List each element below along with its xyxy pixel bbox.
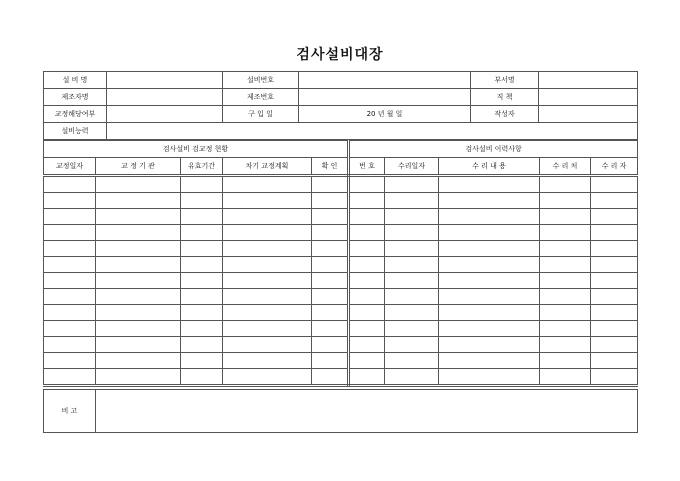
record-cell[interactable] bbox=[312, 257, 349, 273]
column-header: 수 리 처 bbox=[540, 158, 591, 176]
record-cell[interactable] bbox=[96, 176, 181, 193]
record-cell[interactable] bbox=[96, 257, 181, 273]
record-cell[interactable] bbox=[349, 241, 385, 257]
record-cell[interactable] bbox=[540, 209, 591, 225]
record-cell[interactable] bbox=[591, 176, 638, 193]
purchase-date-label: 구 입 일 bbox=[223, 106, 299, 123]
calibration-history-table bbox=[43, 140, 638, 387]
record-row bbox=[44, 273, 638, 289]
record-cell[interactable] bbox=[349, 193, 385, 209]
record-cell[interactable] bbox=[223, 289, 312, 305]
record-cell[interactable] bbox=[312, 273, 349, 289]
record-cell[interactable] bbox=[96, 273, 181, 289]
record-cell[interactable] bbox=[181, 305, 223, 321]
record-row bbox=[44, 305, 638, 321]
record-cell[interactable] bbox=[96, 225, 181, 241]
record-cell[interactable] bbox=[223, 241, 312, 257]
record-cell[interactable] bbox=[349, 353, 385, 369]
department-field[interactable] bbox=[539, 72, 638, 89]
author-label: 작성자 bbox=[471, 106, 539, 123]
record-cell[interactable] bbox=[312, 193, 349, 209]
record-row bbox=[44, 225, 638, 241]
record-cell[interactable] bbox=[96, 289, 181, 305]
record-cell[interactable] bbox=[44, 225, 96, 241]
record-row bbox=[44, 193, 638, 209]
column-header: 차기 교정계획 bbox=[223, 158, 312, 176]
purchase-date-field[interactable]: 20 년 월 일 bbox=[299, 106, 471, 123]
record-row bbox=[44, 257, 638, 273]
record-cell[interactable] bbox=[223, 176, 312, 193]
column-header: 교정일자 bbox=[44, 158, 96, 176]
record-cell[interactable] bbox=[96, 209, 181, 225]
record-cell[interactable] bbox=[540, 193, 591, 209]
record-cell[interactable] bbox=[591, 257, 638, 273]
equipment-name-label: 설 비 명 bbox=[44, 72, 107, 89]
record-cell[interactable] bbox=[349, 321, 385, 337]
record-cell[interactable] bbox=[385, 257, 439, 273]
record-cell[interactable] bbox=[349, 369, 385, 386]
record-cell[interactable] bbox=[181, 257, 223, 273]
record-cell[interactable] bbox=[44, 176, 96, 193]
equipment-capacity-field[interactable] bbox=[107, 123, 638, 140]
record-cell[interactable] bbox=[96, 369, 181, 386]
record-cell[interactable] bbox=[385, 225, 439, 241]
record-cell[interactable] bbox=[181, 225, 223, 241]
record-cell[interactable] bbox=[540, 176, 591, 193]
record-cell[interactable] bbox=[312, 225, 349, 241]
record-cell[interactable] bbox=[540, 289, 591, 305]
position-field[interactable] bbox=[539, 89, 638, 106]
record-cell[interactable] bbox=[349, 176, 385, 193]
column-header: 교 정 기 관 bbox=[96, 158, 181, 176]
record-cell[interactable] bbox=[540, 305, 591, 321]
record-cell[interactable] bbox=[349, 337, 385, 353]
repair-history-header: 검사설비 이력사항 bbox=[349, 141, 638, 158]
record-cell[interactable] bbox=[540, 257, 591, 273]
record-cell[interactable] bbox=[312, 353, 349, 369]
column-header: 수 리 자 bbox=[591, 158, 638, 176]
record-cell[interactable] bbox=[96, 337, 181, 353]
record-cell[interactable] bbox=[223, 353, 312, 369]
record-cell[interactable] bbox=[44, 369, 96, 386]
record-cell[interactable] bbox=[591, 289, 638, 305]
record-cell[interactable] bbox=[181, 289, 223, 305]
record-cell[interactable] bbox=[312, 305, 349, 321]
record-cell[interactable] bbox=[44, 257, 96, 273]
record-cell[interactable] bbox=[385, 193, 439, 209]
record-cell[interactable] bbox=[96, 321, 181, 337]
record-cell[interactable] bbox=[223, 369, 312, 386]
record-cell[interactable] bbox=[540, 369, 591, 386]
record-cell[interactable] bbox=[439, 369, 540, 386]
record-cell[interactable] bbox=[181, 209, 223, 225]
record-cell[interactable] bbox=[385, 289, 439, 305]
record-cell[interactable] bbox=[181, 273, 223, 289]
record-cell[interactable] bbox=[591, 241, 638, 257]
record-cell[interactable] bbox=[439, 305, 540, 321]
record-cell[interactable] bbox=[349, 257, 385, 273]
serial-number-field[interactable] bbox=[299, 89, 471, 106]
record-cell[interactable] bbox=[591, 225, 638, 241]
record-row bbox=[44, 289, 638, 305]
record-cell[interactable] bbox=[540, 337, 591, 353]
record-cell[interactable] bbox=[44, 321, 96, 337]
column-header: 수 리 내 용 bbox=[439, 158, 540, 176]
record-cell[interactable] bbox=[591, 273, 638, 289]
record-cell[interactable] bbox=[385, 176, 439, 193]
record-cell[interactable] bbox=[591, 369, 638, 386]
record-cell[interactable] bbox=[385, 305, 439, 321]
equipment-name-field[interactable] bbox=[107, 72, 223, 89]
record-cell[interactable] bbox=[223, 321, 312, 337]
equipment-number-field[interactable] bbox=[299, 72, 471, 89]
record-cell[interactable] bbox=[312, 337, 349, 353]
record-cell[interactable] bbox=[181, 193, 223, 209]
calibration-required-field[interactable] bbox=[107, 106, 223, 123]
record-row bbox=[44, 321, 638, 337]
column-header: 유효기간 bbox=[181, 158, 223, 176]
record-row bbox=[44, 337, 638, 353]
record-cell[interactable] bbox=[44, 193, 96, 209]
record-cell[interactable] bbox=[44, 273, 96, 289]
record-cell[interactable] bbox=[181, 176, 223, 193]
equipment-capacity-label: 설비능력 bbox=[44, 123, 107, 140]
record-cell[interactable] bbox=[349, 289, 385, 305]
record-cell[interactable] bbox=[439, 209, 540, 225]
record-cell[interactable] bbox=[540, 321, 591, 337]
record-cell[interactable] bbox=[591, 337, 638, 353]
column-header: 수리일자 bbox=[385, 158, 439, 176]
record-cell[interactable] bbox=[312, 321, 349, 337]
record-cell[interactable] bbox=[181, 353, 223, 369]
equipment-info-table bbox=[43, 71, 638, 140]
record-cell[interactable] bbox=[349, 305, 385, 321]
record-cell[interactable] bbox=[181, 321, 223, 337]
record-cell[interactable] bbox=[439, 289, 540, 305]
record-cell[interactable] bbox=[96, 353, 181, 369]
record-cell[interactable] bbox=[439, 257, 540, 273]
record-cell[interactable] bbox=[591, 305, 638, 321]
record-row bbox=[44, 369, 638, 386]
column-header: 번 호 bbox=[349, 158, 385, 176]
record-cell[interactable] bbox=[223, 193, 312, 209]
record-cell[interactable] bbox=[44, 241, 96, 257]
column-header: 확 인 bbox=[312, 158, 349, 176]
record-cell[interactable] bbox=[591, 209, 638, 225]
record-cell[interactable] bbox=[540, 273, 591, 289]
record-cell[interactable] bbox=[439, 176, 540, 193]
equipment-number-label: 설비번호 bbox=[223, 72, 299, 89]
record-cell[interactable] bbox=[223, 209, 312, 225]
record-cell[interactable] bbox=[96, 193, 181, 209]
record-cell[interactable] bbox=[44, 305, 96, 321]
record-cell[interactable] bbox=[540, 225, 591, 241]
record-cell[interactable] bbox=[385, 209, 439, 225]
position-label: 직 책 bbox=[471, 89, 539, 106]
record-cell[interactable] bbox=[591, 193, 638, 209]
manufacturer-label: 제조자명 bbox=[44, 89, 107, 106]
serial-number-label: 제조번호 bbox=[223, 89, 299, 106]
record-row bbox=[44, 176, 638, 193]
record-cell[interactable] bbox=[223, 225, 312, 241]
record-cell[interactable] bbox=[385, 321, 439, 337]
manufacturer-field[interactable] bbox=[107, 89, 223, 106]
record-cell[interactable] bbox=[312, 289, 349, 305]
record-cell[interactable] bbox=[591, 321, 638, 337]
record-cell[interactable] bbox=[439, 337, 540, 353]
record-cell[interactable] bbox=[385, 241, 439, 257]
calibration-required-label: 교정해당여부 bbox=[44, 106, 107, 123]
record-cell[interactable] bbox=[223, 305, 312, 321]
record-cell[interactable] bbox=[385, 369, 439, 386]
record-cell[interactable] bbox=[540, 241, 591, 257]
record-row bbox=[44, 353, 638, 369]
record-cell[interactable] bbox=[349, 209, 385, 225]
record-row bbox=[44, 209, 638, 225]
record-cell[interactable] bbox=[223, 337, 312, 353]
record-cell[interactable] bbox=[349, 273, 385, 289]
record-cell[interactable] bbox=[385, 337, 439, 353]
record-row bbox=[44, 241, 638, 257]
record-cell[interactable] bbox=[181, 369, 223, 386]
record-cell[interactable] bbox=[312, 176, 349, 193]
record-cell[interactable] bbox=[439, 353, 540, 369]
record-cell[interactable] bbox=[591, 353, 638, 369]
record-cell[interactable] bbox=[44, 337, 96, 353]
record-cell[interactable] bbox=[540, 353, 591, 369]
calibration-status-header: 검사설비 검교정 현황 bbox=[44, 141, 349, 158]
record-cell[interactable] bbox=[223, 273, 312, 289]
record-cell[interactable] bbox=[349, 225, 385, 241]
record-cell[interactable] bbox=[181, 337, 223, 353]
record-cell[interactable] bbox=[44, 289, 96, 305]
record-cell[interactable] bbox=[44, 353, 96, 369]
record-cell[interactable] bbox=[439, 273, 540, 289]
remarks-field[interactable] bbox=[96, 390, 638, 433]
record-cell[interactable] bbox=[439, 225, 540, 241]
record-cell[interactable] bbox=[181, 241, 223, 257]
record-cell[interactable] bbox=[96, 305, 181, 321]
record-cell[interactable] bbox=[439, 241, 540, 257]
department-label: 부서명 bbox=[471, 72, 539, 89]
record-cell[interactable] bbox=[96, 241, 181, 257]
record-cell[interactable] bbox=[439, 193, 540, 209]
record-cell[interactable] bbox=[439, 321, 540, 337]
record-cell[interactable] bbox=[223, 257, 312, 273]
remarks-label: 비 고 bbox=[44, 390, 96, 433]
record-cell[interactable] bbox=[385, 353, 439, 369]
author-field[interactable] bbox=[539, 106, 638, 123]
record-cell[interactable] bbox=[385, 273, 439, 289]
remarks-table bbox=[43, 389, 638, 433]
page-title: 검사설비대장 bbox=[296, 47, 384, 63]
record-cell[interactable] bbox=[312, 209, 349, 225]
record-cell[interactable] bbox=[312, 369, 349, 386]
record-cell[interactable] bbox=[312, 241, 349, 257]
record-cell[interactable] bbox=[44, 209, 96, 225]
